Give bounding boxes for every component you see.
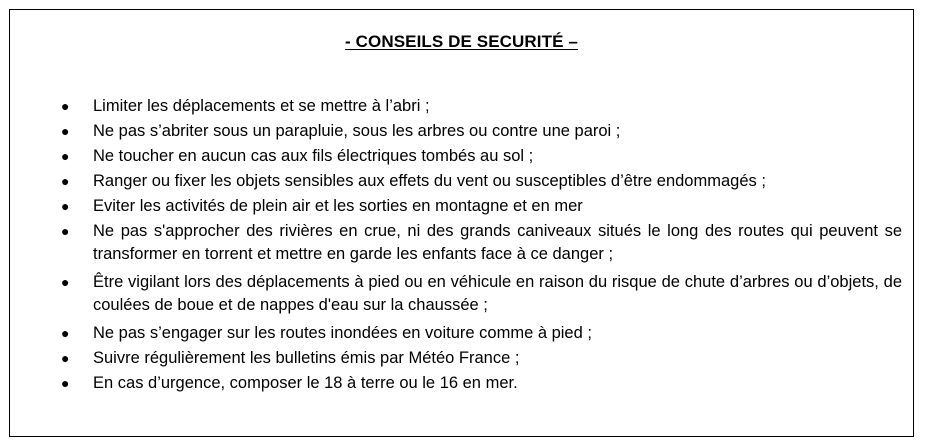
document-title: - CONSEILS DE SECURITÉ –	[345, 32, 578, 51]
list-item-text: En cas d’urgence, composer le 18 à terre ou le 16 en mer.	[93, 374, 518, 392]
list-item-text: Limiter les déplacements et se mettre à l’abri ;	[93, 97, 430, 115]
list-item	[10, 145, 913, 168]
list-item	[10, 271, 913, 317]
list-item	[10, 195, 913, 218]
bullet-icon: ●	[61, 148, 70, 164]
bullet-icon: ●	[61, 325, 70, 341]
list-item	[10, 372, 913, 395]
list-item-text: Eviter les activités de plein air et les sorties en montagne et en mer	[93, 197, 583, 215]
list-item	[10, 347, 913, 370]
bullet-icon: ●	[61, 223, 70, 239]
safety-advice-box	[9, 9, 914, 437]
list-item-text: Ne pas s’engager sur les routes inondées en voiture comme à pied ;	[93, 324, 592, 342]
bullet-icon: ●	[61, 350, 70, 366]
list-item	[10, 120, 913, 143]
list-item-text: Être vigilant lors des déplacements à pied ou en véhicule en raison du risque de chute d’arbres ou d’objets, de coulées de boue et de nappes d'eau sur la chaussée ;	[93, 273, 902, 314]
list-item	[10, 220, 913, 266]
bullet-icon: ●	[61, 173, 70, 189]
bullet-icon: ●	[61, 123, 70, 139]
list-item	[10, 322, 913, 345]
list-item-text: Ne toucher en aucun cas aux fils électriques tombés au sol ;	[93, 147, 534, 165]
bullet-icon: ●	[61, 375, 70, 391]
bullet-icon: ●	[61, 274, 70, 290]
safety-advice-list	[10, 95, 913, 397]
list-item	[10, 95, 913, 118]
list-item-text: Ne pas s'approcher des rivières en crue, ni des grands caniveaux situés le long des routes qui peuvent se transformer en torrent et mettre en garde les enfants face à ce danger ;	[93, 222, 902, 263]
list-item-text: Ne pas s’abriter sous un parapluie, sous les arbres ou contre une paroi ;	[93, 122, 621, 140]
list-item-text: Suivre régulièrement les bulletins émis par Météo France ;	[93, 349, 520, 367]
list-item-text: Ranger ou fixer les objets sensibles aux effets du vent ou susceptibles d’être endommagés ;	[93, 172, 766, 190]
bullet-icon: ●	[61, 98, 70, 114]
list-item	[10, 170, 913, 193]
bullet-icon: ●	[61, 198, 70, 214]
